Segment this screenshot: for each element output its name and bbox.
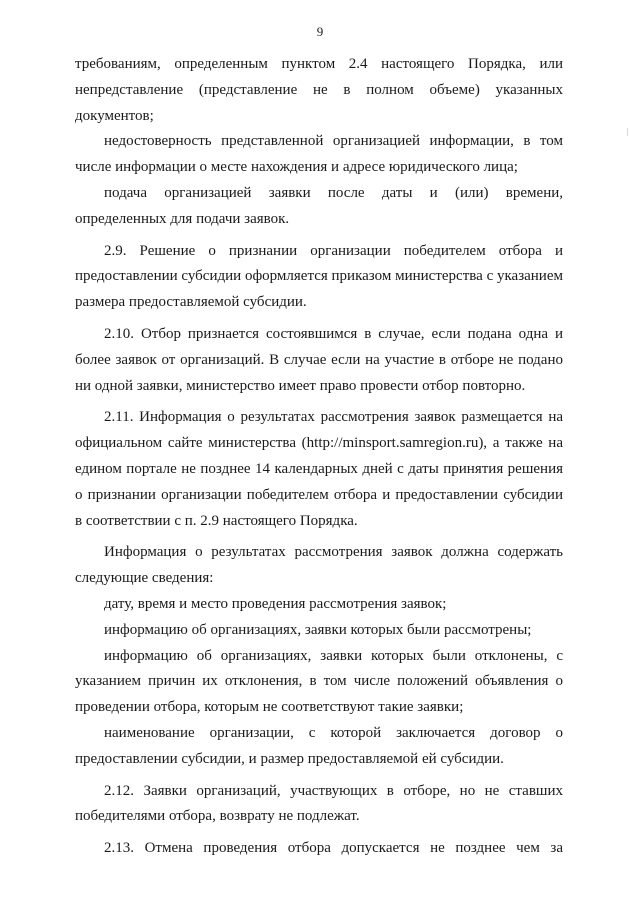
paragraph-2-13: 2.13. Отмена проведения отбора допускается не позднее чем за [104,840,563,857]
paragraph-late-submission: подача организацией заявки после даты и (или) времени, определенных для подачи заявок. [75,184,563,227]
document-body [75,52,563,862]
list-item-contract-organization: наименование организации, с которой заключается договор о предоставлении субсидии, и размер предоставляемой ей субсидии. [75,724,563,767]
list-item-reviewed-organizations: информацию об организациях, заявки которых были рассмотрены; [104,621,532,638]
list-item-date-time-place: дату, время и место проведения рассмотрения заявок; [104,595,447,612]
paragraph-results-info: Информация о результатах рассмотрения заявок должна содержать следующие сведения: [75,544,563,587]
paragraph-2-10: 2.10. Отбор признается состоявшимся в случае, если подана одна и более заявок от организаций. В случае если на участие в отборе не подано ни одной заявки, министерство имеет право провести отбор повторно. [75,325,563,394]
paragraph-requirements-continuation: требованиям, определенным пунктом 2.4 настоящего Порядка, или непредставление (представление не в полном объеме) указанных документов; [75,56,563,124]
paragraph-unreliable-information: недостоверность представленной организацией информации, в том числе информации о месте нахождения и адресе юридического лица; [75,133,563,176]
list-item-rejected-organizations: информацию об организациях, заявки которых были отклонены, с указанием причин их отклонения, в том числе положений объявления о проведении отбора, которым не соответствуют такие заявки; [75,647,563,716]
page-number: 9 [316,24,324,39]
paragraph-2-9: 2.9. Решение о признании организации победителем отбора и предоставлении субсидии оформляется приказом министерства с указанием размера предоставляемой субсидии. [75,242,563,311]
paragraph-2-11: 2.11. Информация о результатах рассмотрения заявок размещается на официальном сайте министерства (http://minsport.samregion.ru), а также на едином портале не позднее 14 календарных дней с даты принятия решения о признании организации победителем отбора и предоставлении субсидии в соответствии с п. 2.9 настоящего Порядка. [75,409,563,529]
paragraph-2-12: 2.12. Заявки организаций, участвующих в отборе, но не ставших победителями отбора, возврату не подлежат. [75,782,563,825]
scan-artifact [627,128,628,136]
